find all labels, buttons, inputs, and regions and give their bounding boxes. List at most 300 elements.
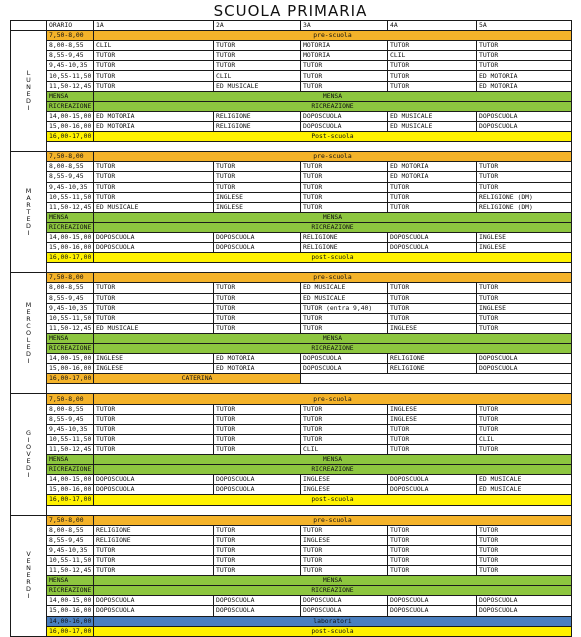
time-cell: 11,50-12,45	[47, 81, 94, 91]
time-cell: 7,50-8,00	[47, 515, 94, 525]
schedule-row	[11, 414, 572, 424]
subject-cell: TUTOR	[477, 535, 572, 545]
schedule-row	[11, 162, 572, 172]
time-cell: 7,50-8,00	[47, 273, 94, 283]
day-letter: O	[25, 328, 32, 337]
timetable-body	[11, 21, 572, 637]
schedule-row	[11, 41, 572, 51]
subject-cell: RELIGIONE (DM)	[477, 192, 572, 202]
schedule-row	[11, 61, 572, 71]
schedule-row	[11, 182, 572, 192]
schedule-row	[11, 232, 572, 242]
time-cell: 10,55-11,50	[47, 71, 94, 81]
subject-cell: RELIGIONE	[94, 535, 214, 545]
time-cell: 11,50-12,45	[47, 323, 94, 333]
subject-cell: ED MUSICALE	[388, 111, 477, 121]
time-cell: MENSA	[47, 455, 94, 465]
subject-cell: CLIL	[388, 51, 477, 61]
subject-cell: DOPOSCUOLA	[388, 606, 477, 616]
subject-cell: INGLESE	[388, 323, 477, 333]
day-letter: E	[26, 307, 31, 316]
subject-cell: DOPOSCUOLA	[214, 243, 301, 253]
subject-cell: TUTOR	[388, 182, 477, 192]
subject-cell: TUTOR	[214, 323, 301, 333]
empty-cell	[301, 374, 572, 384]
subject-cell: TUTOR	[388, 303, 477, 313]
band-label: MENSA	[94, 91, 572, 101]
day-letter: E	[26, 557, 31, 566]
schedule-row	[11, 293, 572, 303]
header-class-4a: 4A	[388, 21, 477, 31]
subject-cell: TUTOR	[94, 444, 214, 454]
subject-cell: TUTOR	[214, 283, 301, 293]
subject-cell: TUTOR	[301, 555, 388, 565]
schedule-row	[11, 515, 572, 525]
schedule-row	[11, 596, 572, 606]
schedule-row	[11, 616, 572, 626]
subject-cell: TUTOR	[301, 182, 388, 192]
schedule-row	[11, 111, 572, 121]
band-label: RICREAZIONE	[94, 465, 572, 475]
band-label: pre-scuola	[94, 31, 572, 41]
time-cell: 8,55-9,45	[47, 414, 94, 424]
schedule-row	[11, 485, 572, 495]
subject-cell: TUTOR	[94, 51, 214, 61]
subject-cell: TUTOR	[477, 61, 572, 71]
subject-cell: RELIGIONE (DM)	[477, 202, 572, 212]
subject-cell: RELIGIONE	[301, 243, 388, 253]
subject-cell: DOPOSCUOLA	[214, 475, 301, 485]
subject-cell: TUTOR	[388, 71, 477, 81]
band-label: pre-scuola	[94, 515, 572, 525]
subject-cell: TUTOR	[477, 182, 572, 192]
subject-cell: ED MUSICALE	[94, 202, 214, 212]
subject-cell: TUTOR	[477, 51, 572, 61]
time-cell: 9,45-10,35	[47, 424, 94, 434]
schedule-row	[11, 586, 572, 596]
subject-cell: TUTOR	[388, 293, 477, 303]
header-class-1a: 1A	[94, 21, 214, 31]
day-letter: U	[26, 76, 31, 85]
day-letter: E	[26, 214, 31, 223]
day-label	[11, 515, 47, 636]
subject-cell: TUTOR	[301, 414, 388, 424]
subject-cell: DOPOSCUOLA	[301, 596, 388, 606]
schedule-row	[11, 404, 572, 414]
subject-cell: TUTOR	[388, 283, 477, 293]
subject-cell: TUTOR	[214, 424, 301, 434]
time-cell: 14,00-15,00	[47, 232, 94, 242]
schedule-row	[11, 555, 572, 565]
subject-cell: TUTOR	[388, 81, 477, 91]
day-letter: I	[27, 104, 30, 113]
time-cell: 11,50-12,45	[47, 444, 94, 454]
subject-cell: TUTOR	[94, 162, 214, 172]
subject-cell: TUTOR	[301, 404, 388, 414]
day-letter: M	[25, 300, 32, 309]
time-cell: 8,55-9,45	[47, 293, 94, 303]
schedule-row	[11, 31, 572, 41]
subject-cell: TUTOR	[214, 566, 301, 576]
time-cell: 9,45-10,35	[47, 61, 94, 71]
time-cell: 8,00-8,55	[47, 283, 94, 293]
band-label: post-scuola	[94, 626, 572, 636]
day-letter: E	[26, 90, 31, 99]
schedule-row	[11, 344, 572, 354]
time-cell: 15,00-16,00	[47, 121, 94, 131]
subject-cell: DOPOSCUOLA	[388, 232, 477, 242]
time-cell: 9,45-10,35	[47, 182, 94, 192]
band-label: pre-scuola	[94, 152, 572, 162]
time-cell: 8,55-9,45	[47, 172, 94, 182]
schedule-row	[11, 566, 572, 576]
subject-cell: TUTOR	[214, 555, 301, 565]
day-letter: O	[25, 443, 32, 452]
subject-cell: ED MUSICALE	[214, 81, 301, 91]
schedule-row	[11, 172, 572, 182]
subject-cell: DOPOSCUOLA	[477, 354, 572, 364]
subject-cell: TUTOR	[388, 313, 477, 323]
time-cell: RICREAZIONE	[47, 586, 94, 596]
subject-cell: INGLESE	[477, 232, 572, 242]
schedule-row	[11, 263, 572, 273]
subject-cell: MOTORIA	[301, 51, 388, 61]
subject-cell: DOPOSCUOLA	[214, 232, 301, 242]
subject-cell: RELIGIONE	[94, 525, 214, 535]
subject-cell: INGLESE	[477, 243, 572, 253]
subject-cell: TUTOR	[94, 182, 214, 192]
time-cell: 14,00-16,00	[47, 616, 94, 626]
subject-cell: TUTOR	[214, 414, 301, 424]
time-cell: 15,00-16,00	[47, 364, 94, 374]
day-letter: D	[26, 585, 31, 594]
subject-cell: TUTOR	[301, 172, 388, 182]
schedule-row	[11, 535, 572, 545]
subject-cell: DOPOSCUOLA	[388, 243, 477, 253]
subject-cell: TUTOR	[214, 434, 301, 444]
schedule-row	[11, 444, 572, 454]
subject-cell: ED MUSICALE	[477, 475, 572, 485]
day-letter: I	[27, 471, 30, 480]
subject-cell: TUTOR	[301, 202, 388, 212]
schedule-row	[11, 273, 572, 283]
subject-cell: CLIL	[477, 434, 572, 444]
time-cell: 16,00-17,00	[47, 132, 94, 142]
schedule-row	[11, 222, 572, 232]
subject-cell: ED MUSICALE	[477, 485, 572, 495]
time-cell: MENSA	[47, 333, 94, 343]
spacer-cell	[47, 384, 572, 394]
subject-cell: TUTOR	[214, 162, 301, 172]
schedule-row	[11, 576, 572, 586]
day-letter: D	[26, 349, 31, 358]
subject-cell: TUTOR	[477, 293, 572, 303]
time-cell: 8,55-9,45	[47, 51, 94, 61]
schedule-row	[11, 121, 572, 131]
schedule-row	[11, 91, 572, 101]
schedule-row	[11, 253, 572, 263]
schedule-row	[11, 384, 572, 394]
schedule-row	[11, 283, 572, 293]
subject-cell: TUTOR	[214, 535, 301, 545]
subject-cell: TUTOR	[388, 525, 477, 535]
subject-cell: TUTOR	[477, 323, 572, 333]
subject-cell: TUTOR	[301, 61, 388, 71]
time-cell: 14,00-15,00	[47, 475, 94, 485]
subject-cell: TUTOR	[388, 424, 477, 434]
subject-cell: DOPOSCUOLA	[388, 596, 477, 606]
time-cell: 14,00-15,00	[47, 354, 94, 364]
subject-cell: TUTOR	[388, 555, 477, 565]
subject-cell: TUTOR	[301, 424, 388, 434]
day-letter: R	[26, 314, 31, 323]
day-letter: A	[26, 193, 31, 202]
schedule-row	[11, 626, 572, 636]
subject-cell: TUTOR	[214, 525, 301, 535]
day-letter: T	[26, 207, 31, 216]
subject-cell: TUTOR	[477, 444, 572, 454]
time-cell: 16,00-17,00	[47, 495, 94, 505]
time-cell: RICREAZIONE	[47, 101, 94, 111]
day-letter: L	[26, 69, 31, 78]
schedule-row	[11, 525, 572, 535]
time-cell: RICREAZIONE	[47, 465, 94, 475]
subject-cell: DOPOSCUOLA	[94, 232, 214, 242]
schedule-row	[11, 212, 572, 222]
subject-cell: DOPOSCUOLA	[388, 475, 477, 485]
subject-cell: TUTOR	[301, 71, 388, 81]
subject-cell: DOPOSCUOLA	[94, 596, 214, 606]
subject-cell: TUTOR	[94, 303, 214, 313]
time-cell: 16,00-17,00	[47, 626, 94, 636]
schedule-row	[11, 132, 572, 142]
band-label: post-scuola	[94, 495, 572, 505]
subject-cell: TUTOR	[214, 172, 301, 182]
subject-cell: TUTOR	[477, 162, 572, 172]
day-letter: I	[27, 356, 30, 365]
band-label: MENSA	[94, 576, 572, 586]
subject-cell: ED MOTORIA	[388, 172, 477, 182]
time-cell: 16,00-17,00	[47, 374, 94, 384]
schedule-row	[11, 354, 572, 364]
header-row	[11, 21, 572, 31]
subject-cell: TUTOR	[214, 51, 301, 61]
subject-cell: TUTOR	[214, 61, 301, 71]
subject-cell: DOPOSCUOLA	[301, 606, 388, 616]
schedule-row	[11, 202, 572, 212]
schedule-row	[11, 394, 572, 404]
subject-cell: TUTOR	[94, 313, 214, 323]
day-letter: C	[26, 321, 31, 330]
subject-cell: TUTOR	[301, 566, 388, 576]
time-cell: 7,50-8,00	[47, 152, 94, 162]
header-orario: ORARIO	[47, 21, 94, 31]
subject-cell: TUTOR	[388, 202, 477, 212]
subject-cell: TUTOR	[94, 81, 214, 91]
subject-cell: TUTOR	[388, 535, 477, 545]
subject-cell: ED MOTORIA	[94, 121, 214, 131]
subject-cell: DOPOSCUOLA	[214, 485, 301, 495]
subject-cell: ED MOTORIA	[94, 111, 214, 121]
day-label	[11, 31, 47, 152]
band-label: RICREAZIONE	[94, 222, 572, 232]
subject-cell: TUTOR	[94, 566, 214, 576]
time-cell: MENSA	[47, 576, 94, 586]
subject-cell: DOPOSCUOLA	[94, 243, 214, 253]
schedule-row	[11, 51, 572, 61]
schedule-row	[11, 495, 572, 505]
subject-cell: RELIGIONE	[388, 364, 477, 374]
subject-cell: TUTOR	[388, 41, 477, 51]
subject-cell: TUTOR	[388, 61, 477, 71]
time-cell: 9,45-10,35	[47, 303, 94, 313]
subject-cell: DOPOSCUOLA	[301, 354, 388, 364]
subject-cell: TUTOR	[94, 172, 214, 182]
band-label: pre-scuola	[94, 394, 572, 404]
time-cell: RICREAZIONE	[47, 222, 94, 232]
subject-cell: DOPOSCUOLA	[214, 606, 301, 616]
day-letter: L	[26, 335, 31, 344]
subject-cell: ED MOTORIA	[214, 364, 301, 374]
schedule-row	[11, 71, 572, 81]
subject-cell: DOPOSCUOLA	[477, 606, 572, 616]
schedule-row	[11, 465, 572, 475]
subject-cell: TUTOR	[94, 404, 214, 414]
time-cell: 10,55-11,50	[47, 555, 94, 565]
subject-cell: TUTOR	[477, 424, 572, 434]
subject-cell: TUTOR	[94, 293, 214, 303]
subject-cell: DOPOSCUOLA	[214, 596, 301, 606]
subject-cell: CLIL	[301, 444, 388, 454]
time-cell: 8,00-8,55	[47, 162, 94, 172]
subject-cell: ED MOTORIA	[388, 162, 477, 172]
time-cell: 15,00-16,00	[47, 485, 94, 495]
day-label	[11, 152, 47, 273]
spacer-cell	[47, 505, 572, 515]
schedule-row	[11, 364, 572, 374]
subject-cell: DOPOSCUOLA	[477, 596, 572, 606]
subject-cell: TUTOR	[301, 192, 388, 202]
subject-cell: ED MUSICALE	[301, 293, 388, 303]
subject-cell: TUTOR	[301, 434, 388, 444]
schedule-row	[11, 81, 572, 91]
subject-cell: TUTOR	[94, 424, 214, 434]
day-letter: N	[26, 83, 31, 92]
time-cell: 14,00-15,00	[47, 596, 94, 606]
time-cell: 15,00-16,00	[47, 606, 94, 616]
time-cell: 8,00-8,55	[47, 41, 94, 51]
time-cell: 8,00-8,55	[47, 404, 94, 414]
subject-cell: ED MUSICALE	[94, 323, 214, 333]
subject-cell: INGLESE	[477, 303, 572, 313]
subject-cell: TUTOR	[477, 566, 572, 576]
subject-cell: TUTOR	[214, 313, 301, 323]
schedule-row	[11, 323, 572, 333]
subject-cell: TUTOR	[388, 192, 477, 202]
schedule-row	[11, 333, 572, 343]
subject-cell: CLIL	[214, 71, 301, 81]
subject-cell: TUTOR	[301, 313, 388, 323]
subject-cell: RELIGIONE	[214, 121, 301, 131]
subject-cell: TUTOR	[94, 555, 214, 565]
subject-cell: TUTOR	[301, 323, 388, 333]
day-letter: N	[26, 564, 31, 573]
band-label: MENSA	[94, 333, 572, 343]
subject-cell: INGLESE	[214, 192, 301, 202]
subject-cell: INGLESE	[388, 404, 477, 414]
band-label: pre-scuola	[94, 273, 572, 283]
time-cell: MENSA	[47, 212, 94, 222]
subject-cell: MOTORIA	[301, 41, 388, 51]
time-cell: 7,50-8,00	[47, 394, 94, 404]
subject-cell: TUTOR	[214, 404, 301, 414]
subject-cell: DOPOSCUOLA	[477, 121, 572, 131]
schedule-row	[11, 545, 572, 555]
header-class-2a: 2A	[214, 21, 301, 31]
subject-cell: TUTOR	[477, 41, 572, 51]
day-letter: E	[26, 342, 31, 351]
subject-cell: TUTOR	[301, 81, 388, 91]
subject-cell: TUTOR	[477, 414, 572, 424]
schedule-row	[11, 374, 572, 384]
day-letter: R	[26, 578, 31, 587]
subject-cell: TUTOR	[301, 525, 388, 535]
header-corner	[11, 21, 47, 31]
subject-cell: TUTOR	[94, 434, 214, 444]
subject-cell: TUTOR	[477, 555, 572, 565]
day-letter: G	[26, 429, 31, 438]
time-cell: 8,00-8,55	[47, 525, 94, 535]
band-label: RICREAZIONE	[94, 101, 572, 111]
schedule-row	[11, 434, 572, 444]
subject-cell: TUTOR	[477, 404, 572, 414]
schedule-row	[11, 142, 572, 152]
subject-cell: TUTOR	[214, 303, 301, 313]
subject-cell: TUTOR	[94, 192, 214, 202]
day-label	[11, 273, 47, 394]
schedule-row	[11, 101, 572, 111]
subject-cell: TUTOR	[214, 293, 301, 303]
subject-cell: RELIGIONE	[388, 354, 477, 364]
schedule-row	[11, 152, 572, 162]
time-cell: 7,50-8,00	[47, 31, 94, 41]
time-cell: 16,00-17,00	[47, 253, 94, 263]
subject-cell: RELIGIONE	[301, 232, 388, 242]
day-letter: D	[26, 97, 31, 106]
time-cell: 10,55-11,50	[47, 192, 94, 202]
time-cell: 14,00-15,00	[47, 111, 94, 121]
subject-cell: TUTOR	[214, 444, 301, 454]
schedule-row	[11, 505, 572, 515]
header-class-3a: 3A	[301, 21, 388, 31]
header-class-5a: 5A	[477, 21, 572, 31]
time-cell: 9,45-10,35	[47, 545, 94, 555]
subject-cell: INGLESE	[301, 485, 388, 495]
day-letter: R	[26, 200, 31, 209]
time-cell: RICREAZIONE	[47, 344, 94, 354]
schedule-row	[11, 475, 572, 485]
subject-cell: INGLESE	[94, 354, 214, 364]
band-label: Post-scuola	[94, 132, 572, 142]
band-label: post-scuola	[94, 253, 572, 263]
time-cell: 11,50-12,45	[47, 202, 94, 212]
subject-cell: ED MUSICALE	[301, 283, 388, 293]
schedule-row	[11, 455, 572, 465]
day-label	[11, 394, 47, 515]
subject-cell: TUTOR	[388, 444, 477, 454]
subject-cell: TUTOR	[214, 545, 301, 555]
subject-cell: DOPOSCUOLA	[94, 606, 214, 616]
